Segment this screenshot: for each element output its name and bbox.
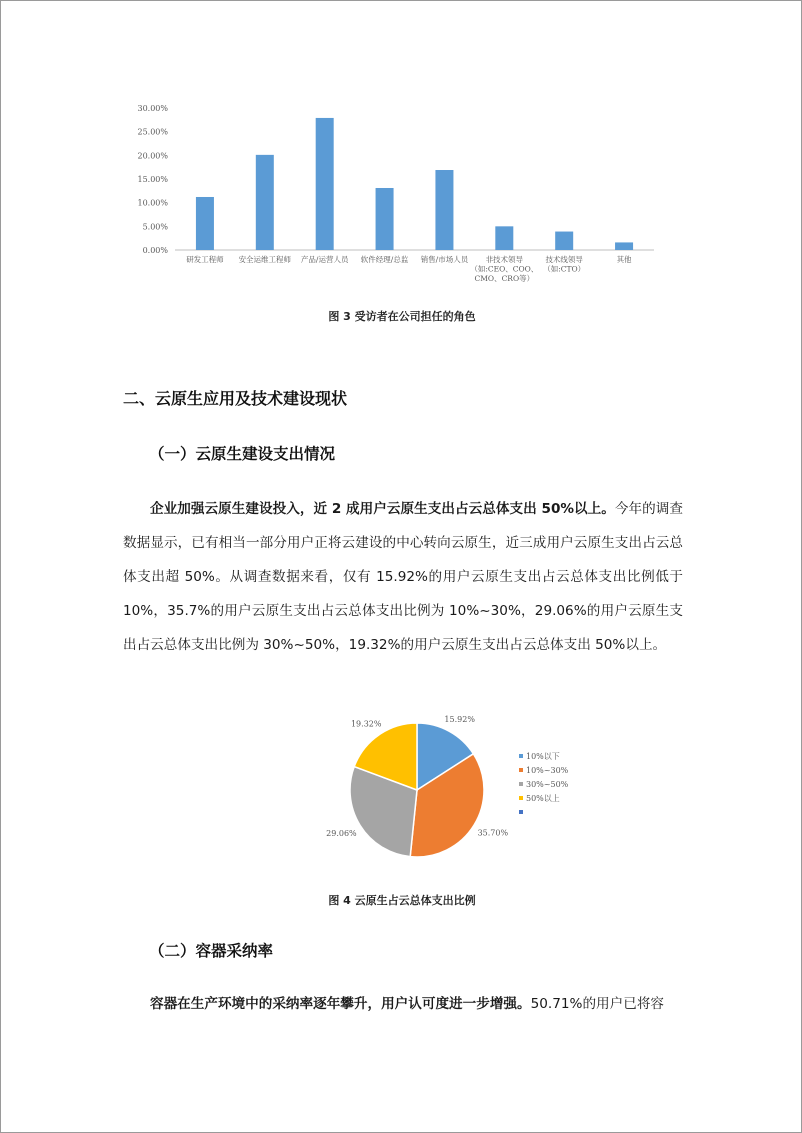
x-tick-label: 技术线领导: [545, 255, 583, 264]
paragraph-1-lead: 企业加强云原生建设投入，近 2 成用户云原生支出占云总体支出 50%以上。: [150, 501, 615, 517]
figure-3-caption: 图 3 受访者在公司担任的角色: [328, 310, 476, 323]
x-tick-label: 销售/市场人员: [420, 255, 469, 264]
paragraph-cloud-native-spending: [123, 492, 683, 662]
y-tick-label: 25.00%: [137, 127, 168, 137]
figure-4-caption: 图 4 云原生占云总体支出比例: [328, 894, 476, 907]
bar-y-tick-labels: [137, 104, 168, 255]
paragraph-2-lead: 容器在生产环境中的采纳率逐年攀升，用户认可度进一步增强。: [150, 996, 531, 1012]
legend-swatch: [519, 754, 523, 758]
y-tick-label: 5.00%: [142, 222, 168, 232]
x-tick-label: 安全运维工程师: [238, 255, 292, 264]
bar-series: [196, 118, 633, 250]
pie-data-label: 29.06%: [326, 828, 357, 838]
y-tick-label: 20.00%: [137, 151, 168, 161]
bar: [555, 232, 573, 250]
bar: [256, 155, 274, 250]
x-tick-label: 产品/运营人员: [300, 255, 349, 264]
legend-label: 50%以上: [526, 794, 560, 803]
legend-swatch: [519, 810, 523, 814]
legend-swatch: [519, 768, 523, 772]
pie-data-label: 35.70%: [477, 828, 509, 838]
paragraph-2-body: 50.71%的用户已将容: [530, 996, 665, 1012]
roles-bar-chart: [1, 1, 802, 291]
pie-data-label: 15.92%: [444, 714, 475, 724]
y-tick-label: 30.00%: [137, 104, 168, 113]
pie-legend: [519, 752, 569, 814]
legend-label: 10%以下: [526, 752, 560, 761]
spending-pie-chart: [1, 701, 802, 881]
legend-label: 10%~30%: [526, 766, 569, 775]
y-tick-label: 15.00%: [137, 175, 168, 184]
x-tick-label: CMO、CRO等）: [474, 274, 535, 283]
bar: [376, 188, 394, 250]
paragraph-1-body: 今年的调查数据显示，已有相当一部分用户正将云建设的中心转向云原生，近三成用户云原生支出占云总体支出超 50%。从调查数据来看，仅有 15.92%的用户云原生支出占云总体支出比例低于 10%，35.7%的用户云原生支出占云总体支出比例为 10%~30%，29.06%的用户云原生支出占云总体支出比例为 30%~50%，19.32%的用户云原生支出占云总体支出 50%以上。: [123, 501, 683, 653]
legend-label: 30%~50%: [526, 780, 569, 789]
section-2-heading: 二、云原生应用及技术建设现状: [123, 389, 348, 408]
pie-data-label: 19.32%: [350, 719, 382, 729]
bar: [316, 118, 334, 250]
bar: [196, 197, 214, 250]
x-tick-label: 软件经理/总监: [360, 255, 409, 264]
x-tick-label: 其他: [616, 255, 632, 264]
x-tick-label: 研发工程师: [186, 255, 224, 264]
bar: [435, 170, 453, 250]
x-tick-label: （如:CTO）: [543, 264, 586, 274]
x-tick-label: （如:CEO、COO、: [470, 264, 539, 274]
x-tick-label: 非技术领导: [485, 255, 524, 264]
bar: [615, 242, 633, 250]
bar-x-tick-labels: [186, 254, 632, 283]
legend-swatch: [519, 796, 523, 800]
bar: [495, 226, 513, 250]
subsection-1-heading: （一）云原生建设支出情况: [149, 445, 336, 463]
legend-swatch: [519, 782, 523, 786]
subsection-2-heading: （二）容器采纳率: [149, 942, 274, 960]
paragraph-container-adoption: [123, 987, 683, 1021]
y-tick-label: 0.00%: [142, 246, 168, 255]
y-tick-label: 10.00%: [137, 198, 168, 208]
pie-slices: [350, 723, 484, 857]
